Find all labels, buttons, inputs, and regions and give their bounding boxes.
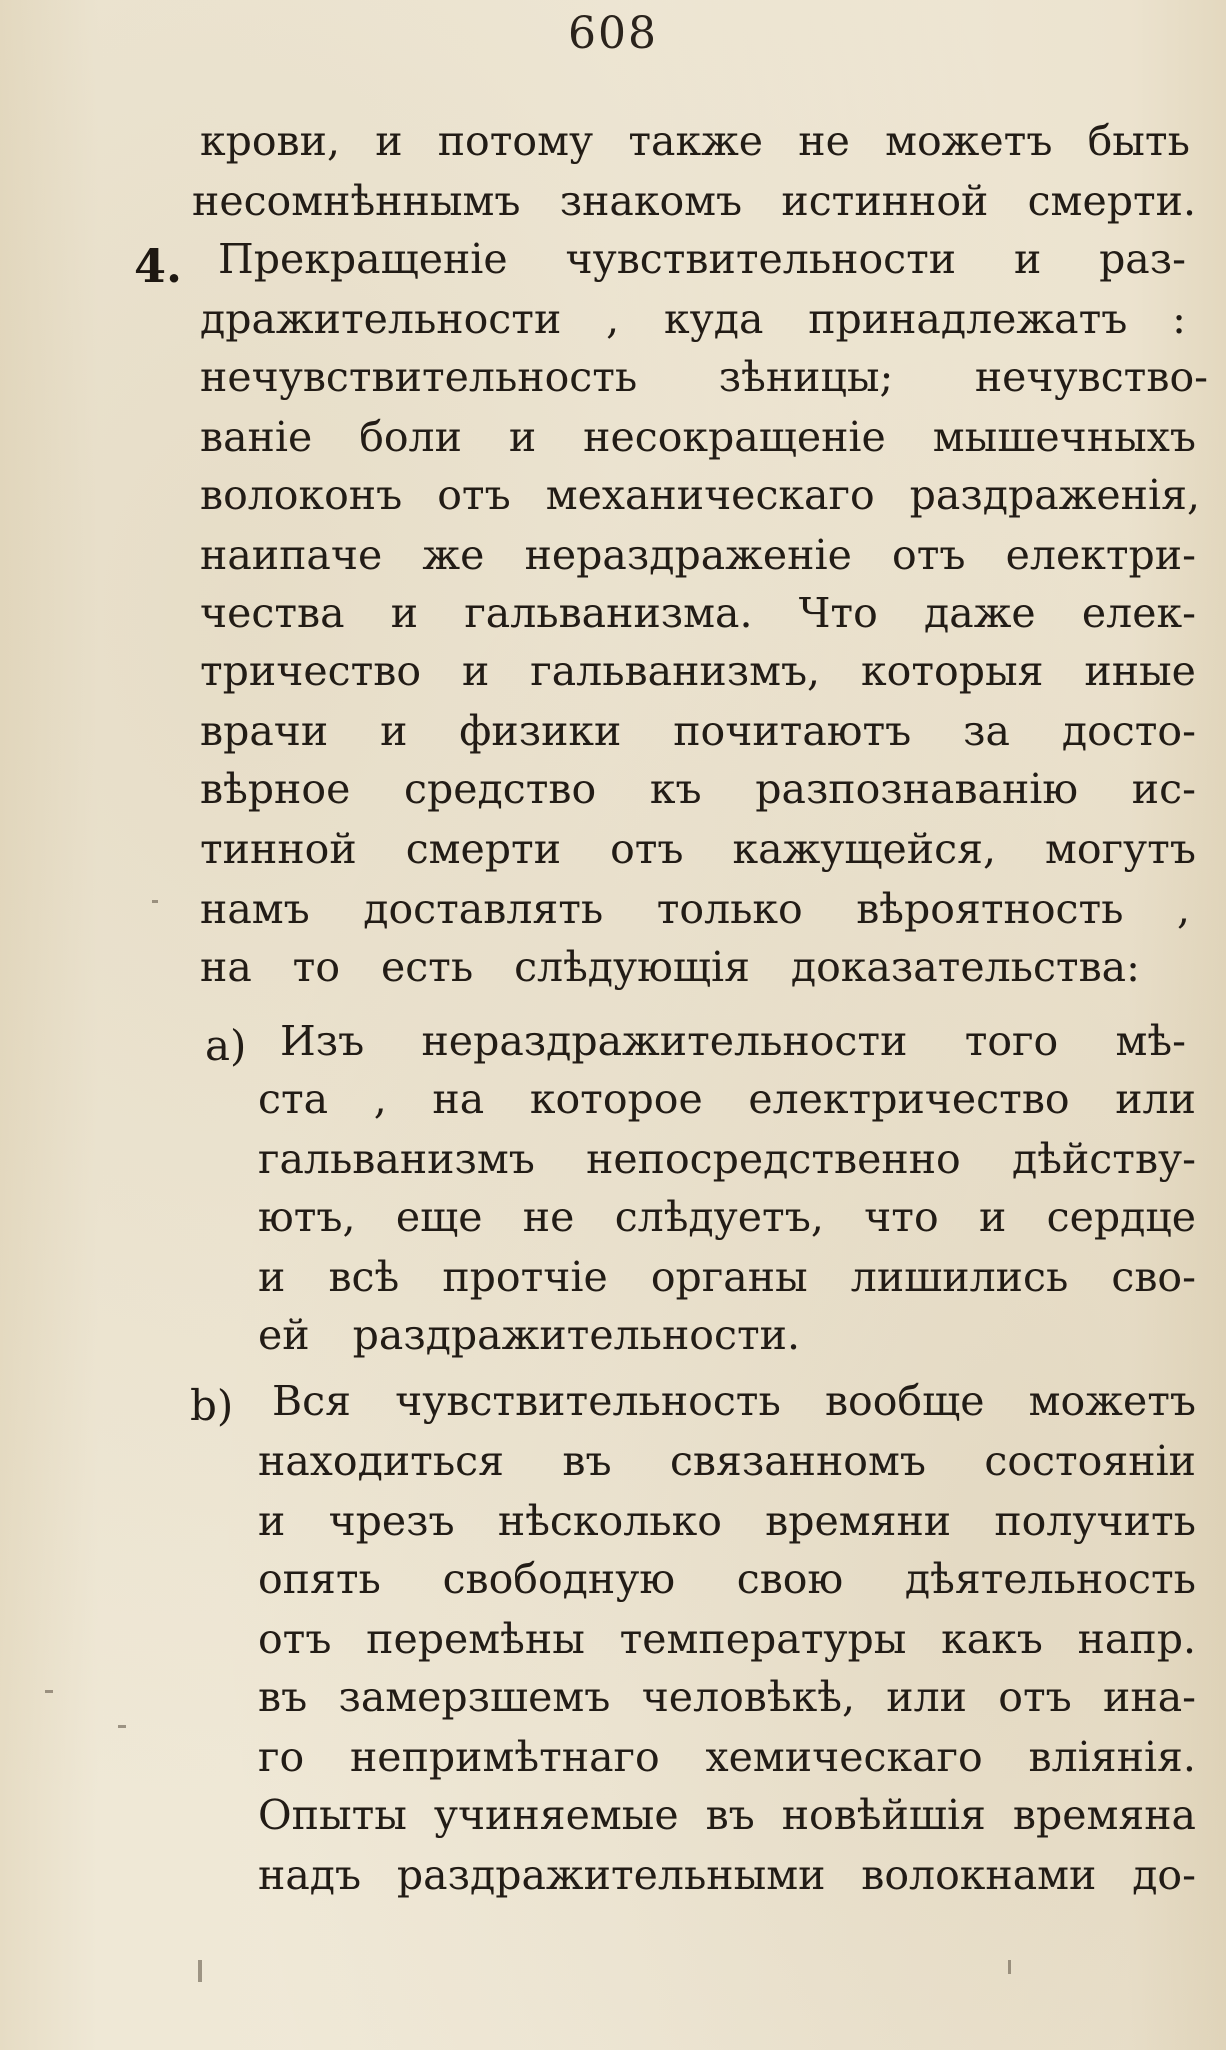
text-line: несомнѣннымъ знакомъ истинной смерти. [192,177,1196,225]
text-line: и чрезъ нѣсколько времяни получить [258,1497,1196,1545]
ink-speck [198,1960,202,1982]
text-line: волоконъ отъ механическаго раздраженія, [200,471,1200,519]
text-line: врачи и физики почитаютъ за досто- [200,707,1196,755]
ink-speck [152,900,158,903]
text-line: чества и гальванизма. Что даже елек- [200,589,1196,637]
text-line: тричество и гальванизмъ, которыя иные [200,647,1196,695]
page-number: 608 [568,8,658,59]
subsection-marker-b: b) [190,1381,234,1430]
text-line: находиться въ связанномъ состояніи [258,1437,1196,1485]
text-line: опять свободную свою дѣятельность [258,1555,1196,1603]
text-line: Изъ нераздражительности того мѣ- [280,1017,1186,1065]
text-line: и всѣ протчіе органы лишились сво- [258,1253,1196,1301]
text-line: гальванизмъ непосредственно дѣйству- [258,1135,1196,1183]
ink-speck [45,1690,53,1693]
section-number: 4. [134,239,183,293]
subsection-marker-a: a) [205,1021,247,1070]
text-line: тинной смерти отъ кажущейся, могутъ [200,825,1196,873]
text-line: Опыты учиняемые въ новѣйшія времяна [258,1791,1196,1839]
text-line: намъ доставлять только вѣроятность , [200,885,1190,933]
text-line: нечувствительность зѣницы; нечувство- [200,353,1208,401]
ink-speck [118,1725,126,1728]
text-line: надъ раздражительными волокнами до- [258,1851,1196,1899]
text-line: отъ перемѣны температуры какъ напр. [258,1615,1196,1663]
text-line: крови, и потому также не можетъ быть [200,117,1190,165]
text-line: ваніе боли и несокращеніе мышечныхъ [200,413,1196,461]
text-line: Прекращеніе чувствительности и раз- [218,235,1186,283]
text-line: Вся чувствительность вообще можетъ [272,1377,1196,1425]
text-line: на то есть слѣдующія доказательства: [200,943,1140,991]
ink-speck [1008,1960,1011,1974]
text-line: ей раздражительности. [258,1311,800,1359]
text-line: го непримѣтнаго хемическаго вліянія. [258,1733,1196,1781]
text-line: ютъ, еще не слѣдуетъ, что и сердце [258,1193,1196,1241]
text-line: дражительности , куда принадлежатъ : [200,295,1186,343]
text-line: ста , на которое електричество или [258,1075,1196,1123]
text-line: въ замерзшемъ человѣкѣ, или отъ ина- [258,1673,1196,1721]
text-line: наипаче же нераздраженіе отъ електри- [200,531,1196,579]
text-line: вѣрное средство къ разпознаванію ис- [200,765,1196,813]
